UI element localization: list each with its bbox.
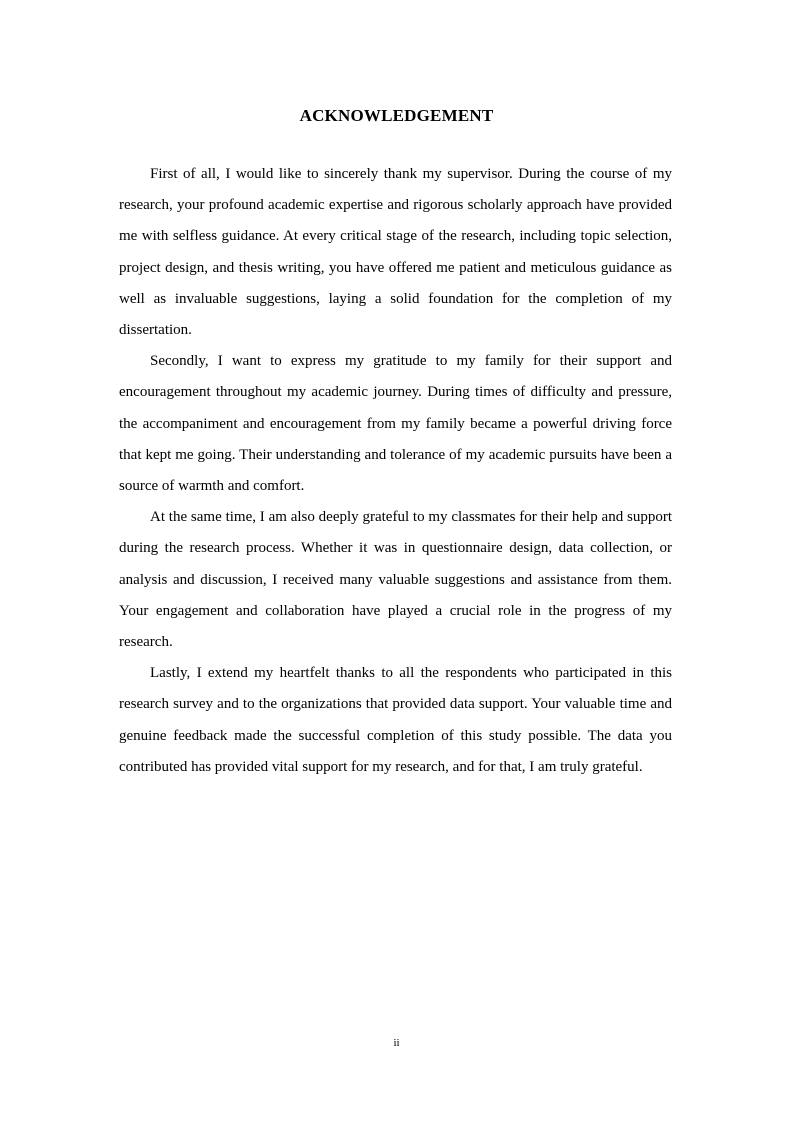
page-title: ACKNOWLEDGEMENT (299, 106, 494, 125)
paragraph-classmates: At the same time, I am also deeply grateful to my classmates for their help and support during the research process. Whether it was in questionnaire design, data collection, or analysis and discussion, I received many valuable suggestions and assistance from them. Your engagement and collaboration have played a crucial role in the progress of my research. (119, 509, 672, 651)
acknowledgement-body (119, 159, 672, 783)
paragraph-respondents: Lastly, I extend my heartfelt thanks to all the respondents who participated in this research survey and to the organizations that provided data support. Your valuable time and genuine feedback made the successful completion of this study possible. The data you contributed has provided vital support for my research, and for that, I am truly grateful. (119, 665, 672, 775)
page-number: ii (393, 1037, 400, 1049)
paragraph-family: Secondly, I want to express my gratitude to my family for their support and encouragement throughout my academic journey. During times of difficulty and pressure, the accompaniment and encouragement from my family became a powerful driving force that kept me going. Their understanding and tolerance of my academic pursuits have been a source of warmth and comfort. (119, 353, 672, 495)
paragraph-supervisor: First of all, I would like to sincerely thank my supervisor. During the course of my research, your profound academic expertise and rigorous scholarly approach have provided me with selfless guidance. At every critical stage of the research, including topic selection, project design, and thesis writing, you have offered me patient and meticulous guidance as well as invaluable suggestions, laying a solid foundation for the completion of my dissertation. (119, 166, 672, 339)
